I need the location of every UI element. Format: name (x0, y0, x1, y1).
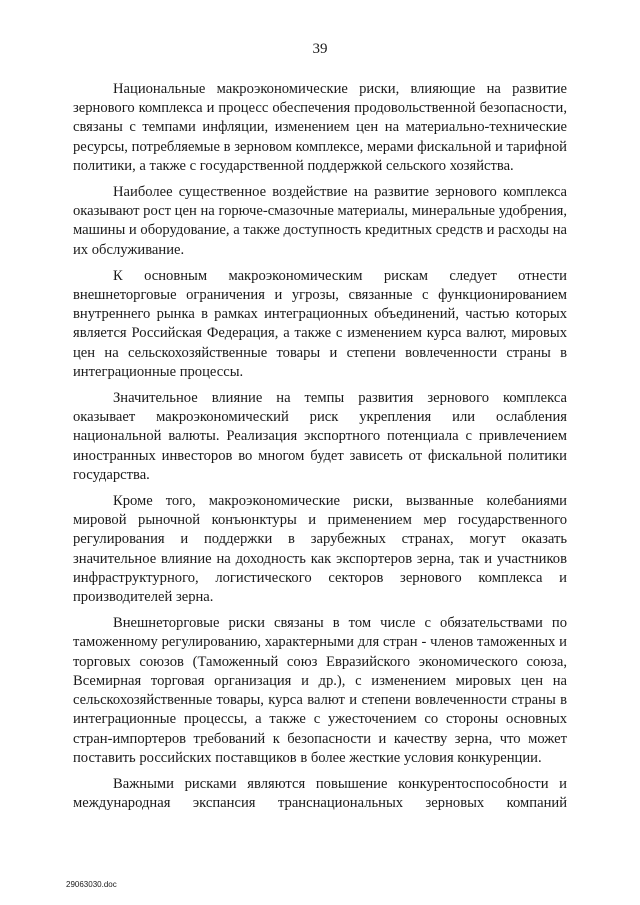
paragraph-5: Кроме того, макроэкономические риски, вызванные колебаниями мировой рыночной конъюнктуры и применением мер государственного регулирования и поддержки в зарубежных странах, могут оказать значительное влияние на доходность как экспортеров зерна, так и участников инфраструктурного, логистического секторов зернового комплекса и производителей зерна. (73, 493, 567, 606)
paragraph-3: К основным макроэкономическим рискам следует отнести внешнеторговые ограничения и угрозы, связанные с функционированием внутреннего рынка в рамках интеграционных объединений, частью которых является Российская Федерация, а также с изменением курса валют, мировых цен на сельскохозяйственные товары и степени вовлеченности страны в интеграционные процессы. (73, 267, 567, 380)
paragraph-4: Значительное влияние на темпы развития зернового комплекса оказывает макроэкономический риск укрепления или ослабления национальной валюты. Реализация экспортного потенциала с привлечением иностранных инвесторов во многом будет зависеть от фискальной политики государства. (73, 390, 567, 483)
paragraph-2: Наиболее существенное воздействие на развитие зернового комплекса оказывают рост цен на горюче-смазочные материалы, минеральные удобрения, машины и оборудование, а также доступность кредитных средств и расходы на их обслуживание. (73, 184, 567, 258)
paragraph-1: Национальные макроэкономические риски, влияющие на развитие зернового комплекса и процесс обеспечения продовольственной безопасности, связаны с темпами инфляции, изменением цен на материально-технические ресурсы, потребляемые в зерновом комплексе, мерами фискальной и тарифной политики, а также с государственной поддержкой сельского хозяйства. (73, 81, 567, 174)
paragraph-6: Внешнеторговые риски связаны в том числе с обязательствами по таможенному регулированию, характерными для стран - членов таможенных и торговых союзов (Таможенный союз Евразийского экономического союза, Всемирная торговая организация и др.), с изменением мировых цен на сельскохозяйственные товары, курса валют и степени вовлеченности страны в интеграционные процессы, а также с ужесточением со стороны основных стран-импортеров требований к безопасности и качеству зерна, что может поставить российских поставщиков в более жесткие условия конкуренции. (73, 615, 567, 766)
paragraph-7: Важными рисками являются повышение конкурентоспособности и международная экспансия транснациональных зерновых компаний (73, 775, 567, 812)
document-body (73, 80, 567, 820)
document-file-code: 29063030.doc (66, 880, 117, 889)
page-number: 39 (312, 41, 328, 57)
